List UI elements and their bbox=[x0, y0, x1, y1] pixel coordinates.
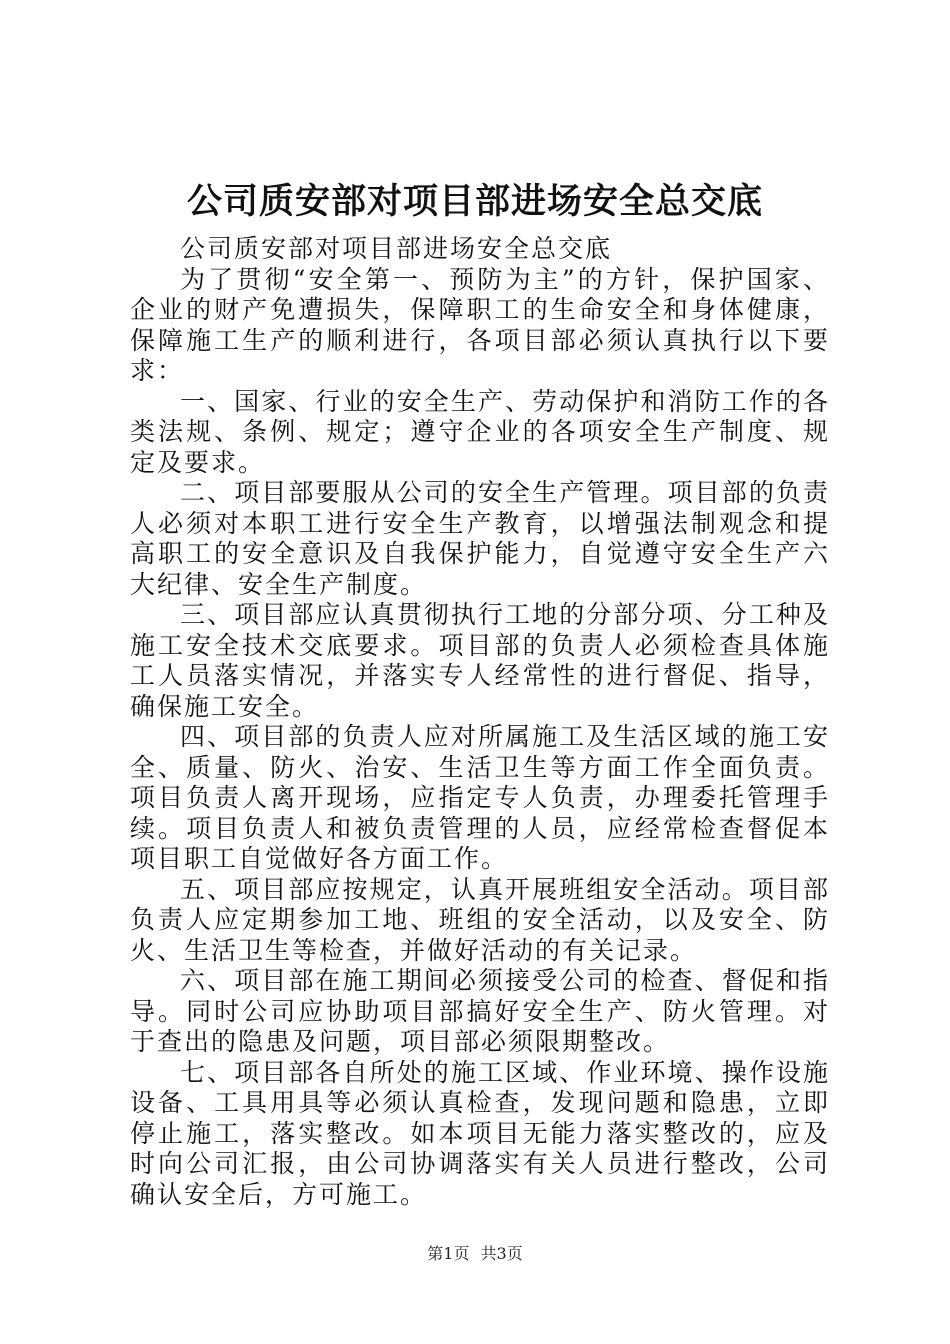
paragraph-item-6: 六、项目部在施工期间必须接受公司的检查、督促和指导。同时公司应协助项目部搞好安全生产、防火管理。对于查出的隐患及问题，项目部必须限期整改。 bbox=[130, 966, 830, 1056]
paragraph-item-1: 一、国家、行业的安全生产、劳动保护和消防工作的各类法规、条例、规定；遵守企业的各项安全生产制度、规定及要求。 bbox=[130, 386, 830, 477]
document-title: 公司质安部对项目部进场安全总交底 bbox=[186, 181, 763, 222]
page-footer bbox=[0, 1243, 950, 1265]
page-number: 第1页 bbox=[427, 1244, 470, 1263]
paragraph-item-5: 五、项目部应按规定，认真开展班组安全活动。项目部负责人应定期参加工地、班组的安全活动，以及安全、防火、生活卫生等检查，并做好活动的有关记录。 bbox=[130, 874, 830, 965]
paragraph-item-2: 二、项目部要服从公司的安全生产管理。项目部的负责人必须对本职工进行安全生产教育，以增强法制观念和提高职工的安全意识及自我保护能力，自觉遵守安全生产六大纪律、安全生产制度。 bbox=[130, 478, 830, 599]
paragraph-subtitle: 公司质安部对项目部进场安全总交底 bbox=[180, 234, 613, 263]
page-total: 共3页 bbox=[480, 1244, 523, 1263]
paragraph-intro: 为了贯彻“安全第一、预防为主”的方针，保护国家、企业的财产免遭损失，保障职工的生命安全和身体健康，保障施工生产的顺利进行，各项目部必须认真执行以下要求： bbox=[130, 264, 830, 385]
paragraph-item-3: 三、项目部应认真贯彻执行工地的分部分项、分工种及施工安全技术交底要求。项目部的负责人必须检查具体施工人员落实情况，并落实专人经常性的进行督促、指导，确保施工安全。 bbox=[130, 600, 830, 721]
document-body bbox=[130, 234, 830, 1210]
paragraph-item-4: 四、项目部的负责人应对所属施工及生活区域的施工安全、质量、防火、治安、生活卫生等方面工作全面负责。项目负责人离开现场，应指定专人负责，办理委托管理手续。项目负责人和被负责管理的人员，应经常检查督促本项目职工自觉做好各方面工作。 bbox=[130, 722, 830, 873]
paragraph-item-7: 七、项目部各自所处的施工区域、作业环境、操作设施设备、工具用具等必须认真检查，发现问题和隐患，立即停止施工，落实整改。如本项目无能力落实整改的，应及时向公司汇报，由公司协调落实有关人员进行整改，公司确认安全后，方可施工。 bbox=[130, 1057, 830, 1209]
